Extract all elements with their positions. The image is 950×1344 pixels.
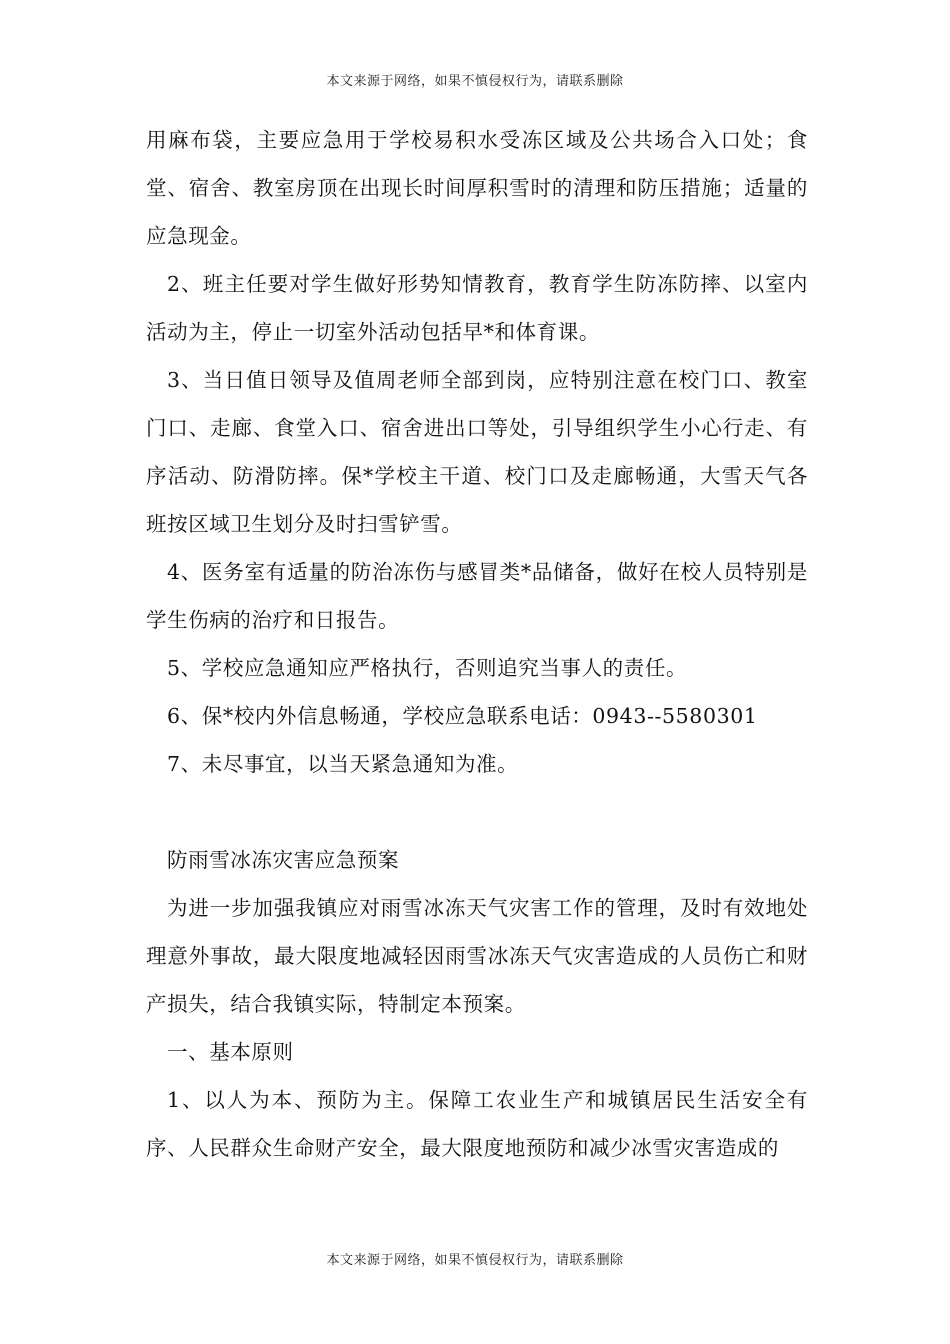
principle-item-1: 1、以人为本、预防为主。保障工农业生产和城镇居民生活安全有序、人民群众生命财产安全，最大限度地预防和减少冰雪灾害造成的 bbox=[146, 1088, 808, 1160]
document-body bbox=[146, 116, 808, 1172]
list-item-3: 3、当日值日领导及值周老师全部到岗，应特别注意在校门口、教室门口、走廊、食堂入口、宿舍进出口等处，引导组织学生小心行走、有序活动、防滑防摔。保*学校主干道、校门口及走廊畅通，大雪天气各班按区域卫生划分及时扫雪铲雪。 bbox=[146, 368, 808, 536]
page-header: 本文来源于网络，如果不慎侵权行为，请联系删除 bbox=[326, 74, 624, 89]
page-footer: 本文来源于网络，如果不慎侵权行为，请联系删除 bbox=[326, 1253, 624, 1268]
section-heading-principles: 一、基本原则 bbox=[167, 1040, 294, 1064]
list-item-5: 5、学校应急通知应严格执行，否则追究当事人的责任。 bbox=[167, 656, 688, 680]
list-item-7: 7、未尽事宜，以当天紧急通知为准。 bbox=[167, 752, 519, 776]
paragraph-continuation: 用麻布袋，主要应急用于学校易积水受冻区域及公共场合入口处；食堂、宿舍、教室房顶在出现长时间厚积雪时的清理和防压措施；适量的应急现金。 bbox=[146, 128, 808, 248]
list-item-4: 4、医务室有适量的防治冻伤与感冒类*品储备，做好在校人员特别是学生伤病的治疗和日报告。 bbox=[146, 560, 808, 632]
intro-paragraph: 为进一步加强我镇应对雨雪冰冻天气灾害工作的管理，及时有效地处理意外事故，最大限度地减轻因雨雪冰冻天气灾害造成的人员伤亡和财产损失，结合我镇实际，特制定本预案。 bbox=[146, 896, 808, 1016]
section-title: 防雨雪冰冻灾害应急预案 bbox=[167, 848, 400, 872]
list-item-2: 2、班主任要对学生做好形势知情教育，教育学生防冻防摔、以室内活动为主，停止一切室外活动包括早*和体育课。 bbox=[146, 272, 808, 344]
section-gap bbox=[146, 788, 808, 836]
list-item-6: 6、保*校内外信息畅通，学校应急联系电话：0943--5580301 bbox=[167, 704, 758, 728]
